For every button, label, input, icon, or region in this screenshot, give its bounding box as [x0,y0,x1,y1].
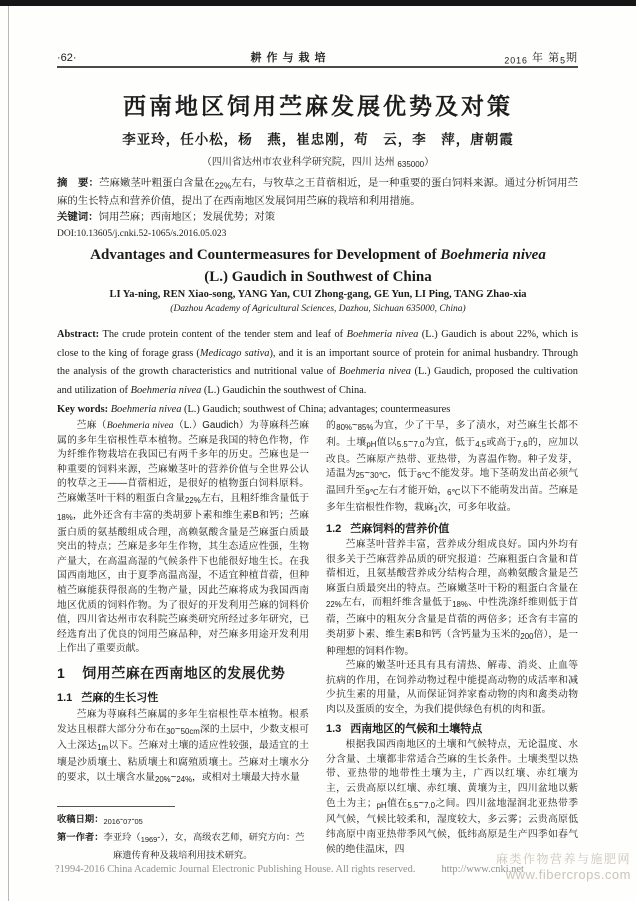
paragraph: 苎麻的嫩茎叶还具有具有清热、解毒、消炎、止血等抗病的作用，在饲养动物过程中能提高动物的成活率和减少抗生素的用量，从而保证饲养家畜动物的肉和禽类动物肉以及蛋质的安全，为我们提供绿色有机的肉和蛋。 [326,660,578,715]
footer-url: http://www.cnki.net [441,864,524,875]
abstract-en [57,326,578,400]
footnote-line: 收稿日期：$_{2016}-_{07}-_{05}$ [57,814,143,827]
abstract-cn-text: 苎麻嫩茎叶粗蛋白含量在$_{22\%}$左右，与牧草之王苜蓿相近，是一种重要的蛋白饲料来源。通过分析饲用苎麻的生长特点和营养价值，提出了在西南地区发展饲用苎麻的栽培和利用措施。 [57,178,579,207]
paper-title-en: Advantages and Countermeasures for Development of Boehmeria nivea (L.) Gaudich in Southwest of China [90,247,546,285]
body-columns [57,419,578,862]
abstract-en-block [57,326,578,420]
section-title: 苎麻的生长习性 [81,692,159,705]
keywords-cn [57,210,578,227]
running-header [57,49,578,65]
abstract-en-label: Abstract: [57,329,100,340]
affiliation-cn: （四川省达州市农业科学研究院，四川 达州 $_{635000}$） [201,157,435,170]
authors-cn: 李亚玲，任小松，杨 燕，崔忠刚，苟 云，李 萍，唐朝霞 [122,132,514,147]
abstract-cn-block [57,176,578,227]
section-title: 苎麻饲料的营养价值 [350,522,450,535]
column-left [57,419,309,862]
paragraph: 苎麻茎叶营养丰富，营养成分组成良好。国内外均有很多关于苎麻营养品质的研究报道：苎麻粗蛋白含量和苜蓿相近，且氨基酸营养成分结构合理，高赖氨酸含量是苎麻蛋白质最突出的特点。苎麻嫩茎叶干粉的粗蛋白含量在$_{22\%}$左右，而粗纤维含量低于$_{18\%}$、中性洗涤纤维则低于苜蓿，苎麻中的粗灰分含量是苜蓿的两倍多；还含有丰富的类胡萝卜素、维生素B和钙（含钙量为玉米的$_{200}$倍），是一种理想的饲料作物。 [326,539,578,657]
keywords-en-text: Boehmeria nivea (L.) Gaudich; southwest of China; advantages; countermeasures [110,404,451,415]
abstract-cn-label: 摘 要： [57,178,100,189]
section-number: 1.2 [326,522,342,535]
section-title: 西南地区的气候和土壤特点 [350,722,483,735]
page-number: ·62· [57,52,77,64]
paragraph: 苎麻为荨麻科苎麻属的多年生宿根性草本植物。根系发达且根群大部分分布在$_{30}\sim_{50cm}$深的土层中，少数支根可入土深达$_{1m}$以下。苎麻对土壤的适应性较强，最适宜的土壤是沙质壤土、粘质壤土和腐殖质壤土。苎麻对土壤水分的要求，以土壤含水量$_{20\%}\sim_{24\%}$，或相对土壤最大持水量 [57,709,309,784]
section-title: 饲用苎麻在西南地区的发展优势 [82,664,286,681]
abstract-cn [57,176,578,210]
keywords-en [57,401,578,420]
paragraph: 根据我国西南地区的土壤和气候特点，无论温度、水分含量、土壤都非常适合苎麻的生长条件。土壤类型以热带、亚热带的地带性土壤为主，广西以红壤、赤红壤为主，云贵高原以红壤、赤红壤、黄壤为主，四川盆地以紫色土为主；$_{pH}$值在$_{5.5}\sim_{7.0}$之间。四川盆地湿润北亚热带季风气候，气候比较柔和，湿度较大，多云雾；云贵高原低纬高原中南亚热带季风气候，低纬高原是生产四季如春气候的绝佳温床，四 [326,739,578,855]
keywords-cn-label: 关键词： [57,212,99,224]
authors-en: LI Ya-ning, REN Xiao-song, YANG Yan, CUI Zhong-gang, GE Yun, LI Ping, TANG Zhao-xia [109,289,527,300]
footer-copyright: ?1994-2016 China Academic Journal Electronic Publishing House. All rights reserved. [55,864,416,875]
paragraph: 的$_{80\%}\sim_{85\%}$为宜，少了干旱，多了渍水，对苎麻生长都不利。土壤$_{pH}$值以$_{5.5}\sim_{7.0}$为宜，低于$_{4.5}$或高于$_{7.6}$的，应加以改良。苎麻原产热带、亚热带，为喜温作物。种子发芽，适温为$_{25}\sim_{30℃}$，低于$_{6℃}$不能发芽。地下茎萌发出苗必须气温回升至$_{9℃}$左右才能开始，$_{6℃}$以下不能萌发出苗。苎麻是多年生宿根性作物，栽麻$_1$次，可多年收益。 [326,420,578,514]
section-heading [57,666,309,681]
journal-name: 耕作与栽培 [250,52,331,64]
doi: DOI:10.13605/j.cnki.52-1065/s.2016.05.023 [57,229,227,239]
footnote-line: 第一作者：李亚玲$(_{1969}-)$，女，高级农艺师，研究方向：苎麻遗传育种及栽培利用技术研究。 [57,831,305,860]
affiliation-en: (Dazhou Academy of Agricultural Sciences, Dazhou, Sichuan 635000, China) [170,304,466,314]
section-number: 1.1 [57,692,73,705]
scan-top-bar [0,0,636,6]
paper-title-cn: 西南地区饲用苎麻发展优势及对策 [123,93,513,119]
paragraph: 苎麻（Boehmeria nivea（L.）Gaudich）为荨麻科苎麻属的多年生宿根性草本植物。苎麻是我国的特色作物，作为纤维作物栽培在我国已有两千多年的历史。苎麻也是一种重要的饲料来源，苎麻嫩茎叶的营养价值与全世界公认的牧草之王——苜蓿相近，是很好的植物蛋白饲料原料。苎麻嫩茎叶干料的粗蛋白含量$_{22\%}$左右，且粗纤维含量低于$_{18\%}$，此外还含有丰富的类胡萝卜素和维生素B和钙；苎麻蛋白质的氨基酸组成合理，高赖氨酸含量是苎麻蛋白质最突出的特点；苎麻是多年生作物，其生态适应性强，生物产量大，在高温高湿的气候条件下也能很好地生长。在我国西南地区，由于夏季高温高湿，不适宜种植苜蓿，但种植苎麻能获得很高的生物产量，因此苎麻将成为我国西南地区优质的饲料作物。为了很好的开发利用苎麻的饲料价值，四川省达州市农科院苎麻类研究所经过多年研究，已经选育出了优良的饲用苎麻品种，对苎麻多用途开发利用上作出了重要贡献。 [57,420,309,655]
section-number: 1 [57,664,66,681]
keywords-en-label: Key words: [57,404,109,415]
watermark-site-url: www.fibercrops.com [505,867,631,882]
section-heading [326,722,578,737]
watermark [496,852,631,882]
footnote-rule [57,806,175,807]
watermark-site-name: 麻类作物营养与施肥网 [495,852,631,866]
column-right [326,419,578,862]
keywords-cn-text: 饲用苎麻；西南地区；发展优势；对策 [98,212,276,224]
section-heading [57,691,309,706]
section-number: 1.3 [326,722,342,735]
abstract-en-text: The crude protein content of the tender stem and leaf of Boehmeria nivea (L.) Gaudich is about 22%, which is close to the king of forage grass (Medicago sativa), and it is an important source of protein for animal husbandry. Through the analysis of the growth characteristics and nutritional value of Boehmeria nivea (L.) Gaudich, proposed the cultivation and utilization of Boehmeria nivea (L.) Gaudichin the southwest of China. [57,329,579,396]
footnote [57,806,309,862]
section-heading [326,522,578,537]
issue-date: $_{2016}$ 年 第$_5$期 [504,52,578,66]
header-rule [57,66,578,68]
